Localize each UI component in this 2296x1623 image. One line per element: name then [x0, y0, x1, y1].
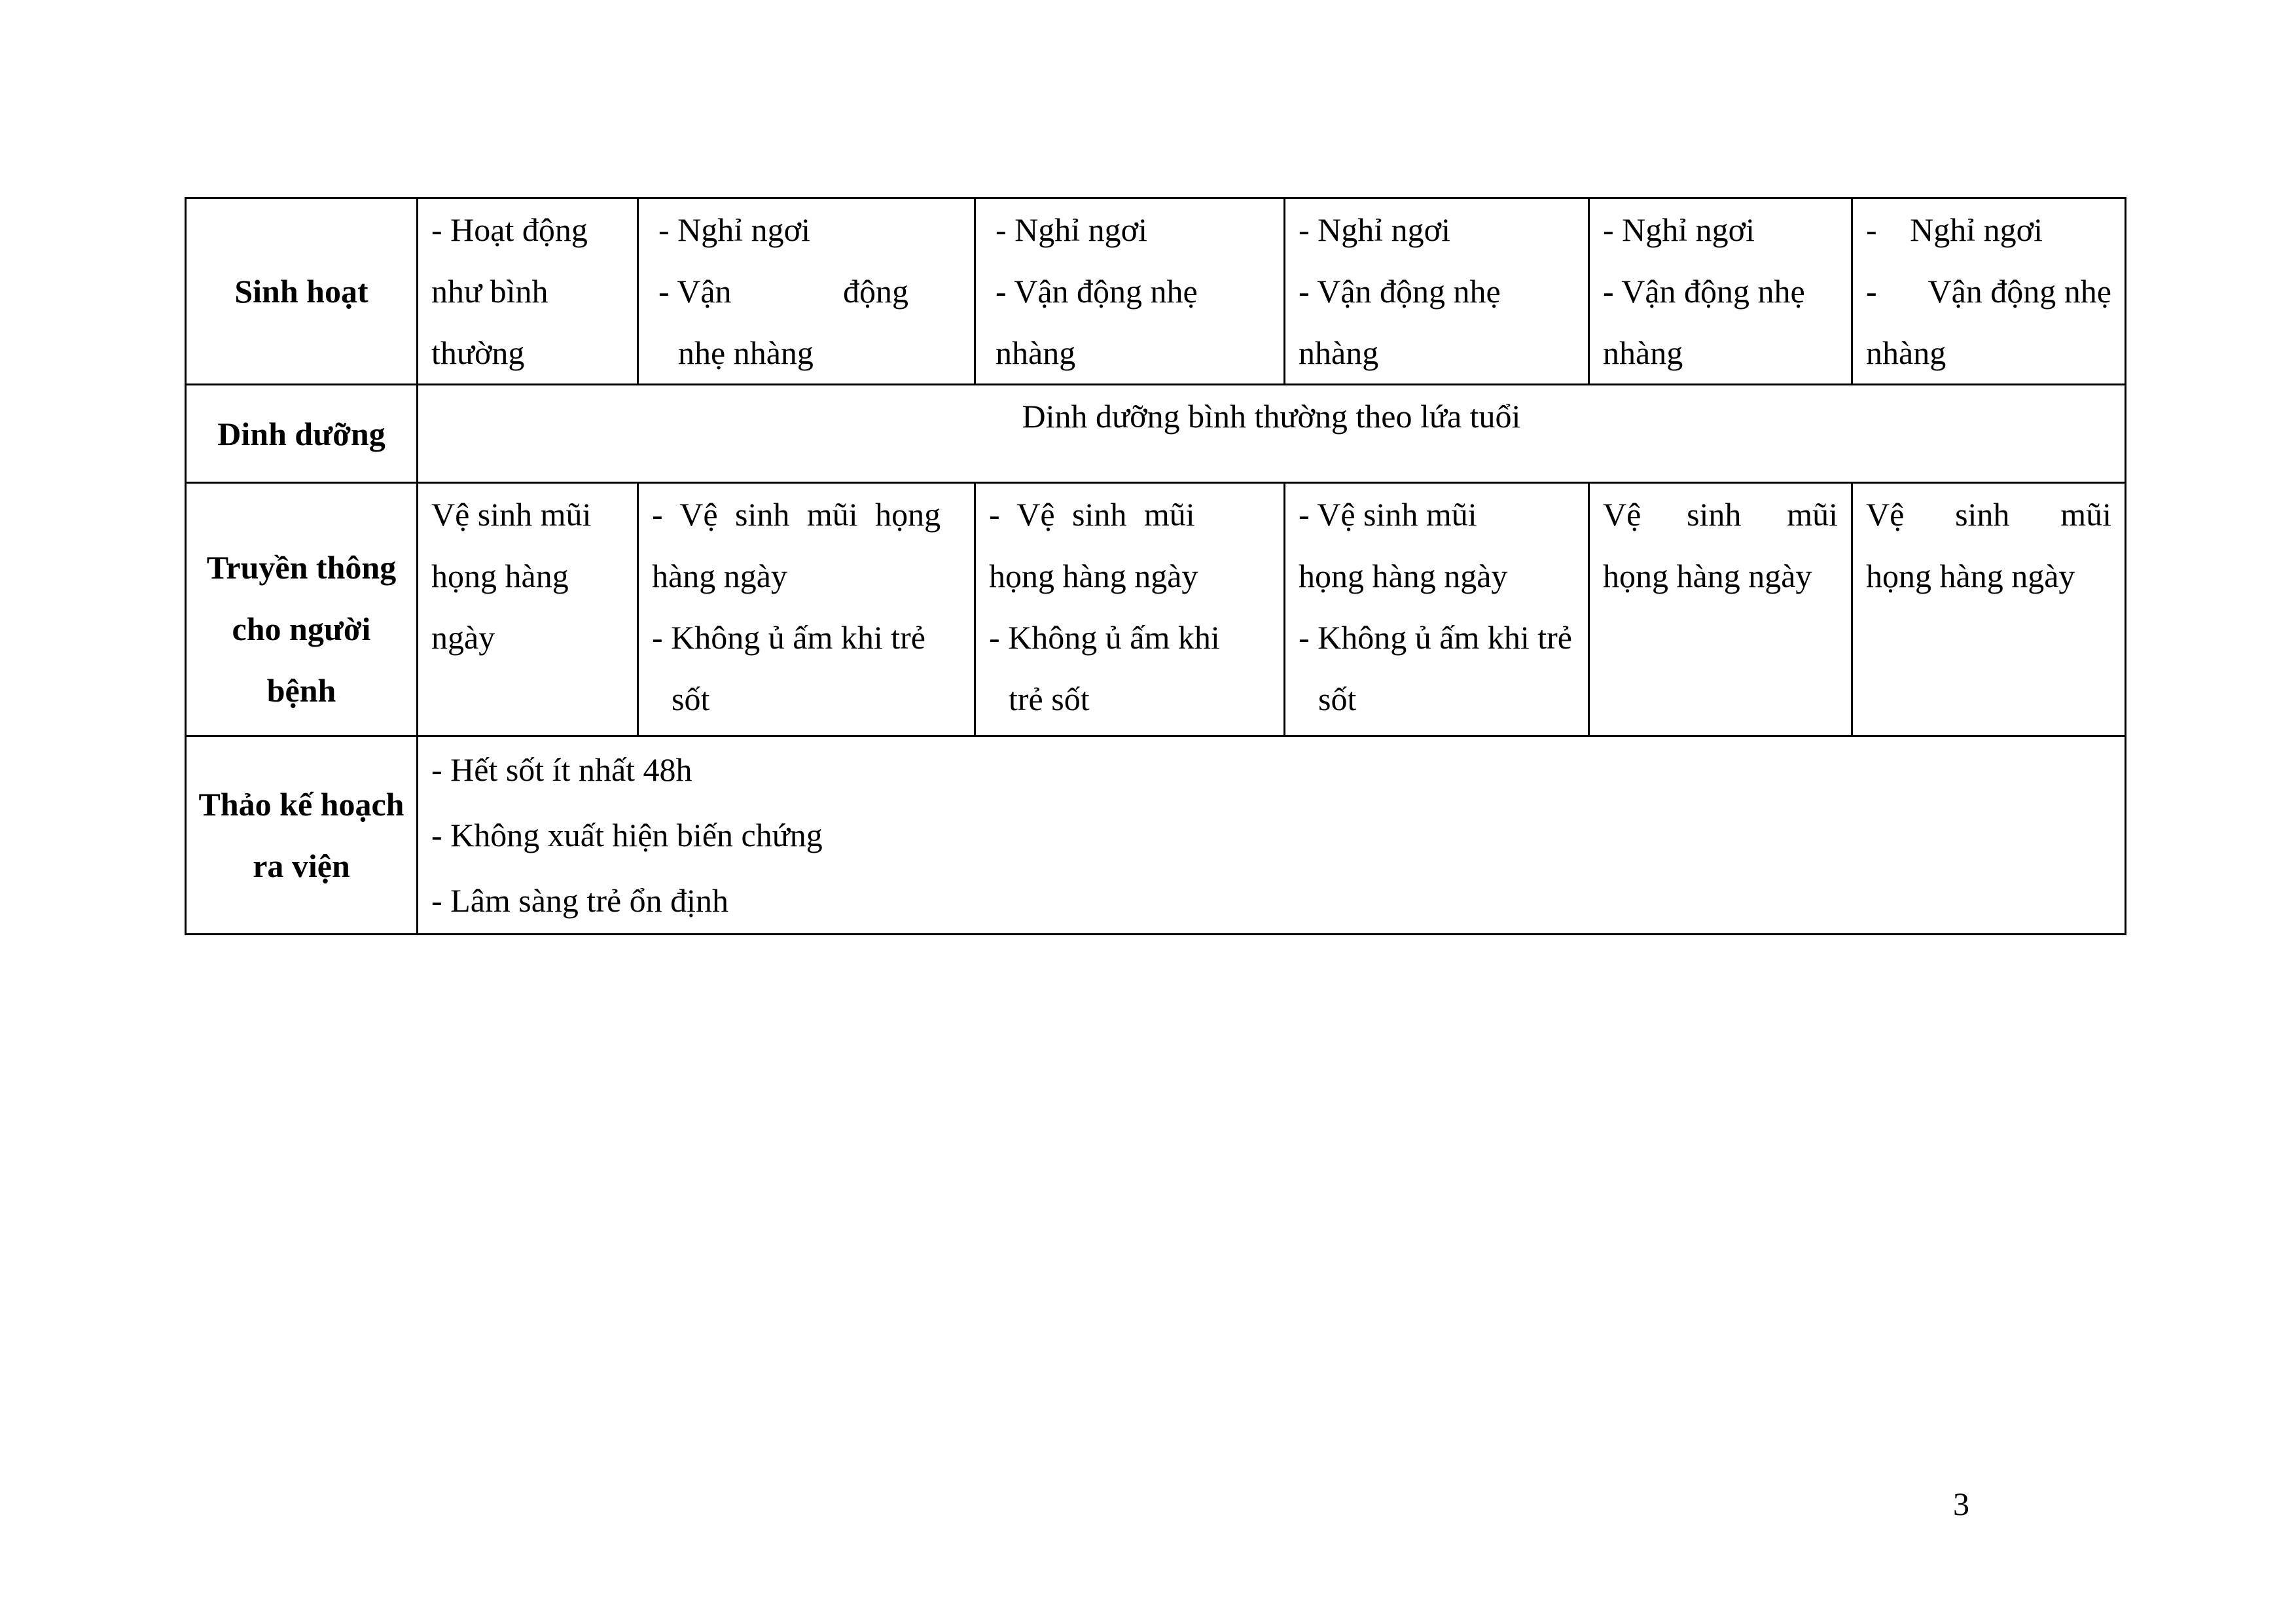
cell-text: - Vận động nhẹ — [1299, 273, 1501, 310]
cell-text: - Vệ sinh mũi họng — [652, 496, 941, 533]
table-cell — [1285, 483, 1589, 736]
cell-word: Vận động nhẹ — [1928, 273, 2111, 310]
cell-text-line — [1866, 199, 2111, 260]
cell-text: - Nghỉ ngơi — [1603, 211, 1755, 248]
cell-text: thường — [431, 334, 525, 371]
row-header-text: ra viện — [253, 847, 350, 884]
merged-text: Dinh dưỡng bình thường theo lứa tuổi — [1022, 398, 1521, 435]
cell-text: - Nghỉ ngơi — [996, 211, 1147, 248]
cell-text: - Vệ sinh mũi — [989, 496, 1195, 533]
cell-text: - Vận động nhẹ — [1603, 273, 1805, 310]
cell-word: Vệ — [1866, 496, 1905, 533]
table-row-truyen-thong — [186, 483, 2126, 736]
page-number: 3 — [1953, 1486, 1969, 1522]
row-header-text: Truyền thông — [206, 549, 397, 586]
cell-text: - Không ủ ấm khi — [989, 619, 1220, 656]
cell-word: mũi — [2060, 496, 2111, 533]
cell-text: - Nghỉ ngơi — [1299, 211, 1450, 248]
table-cell — [975, 483, 1285, 736]
merged-line: - Hết sốt ít nhất 48h — [431, 751, 692, 788]
table-cell — [975, 198, 1285, 385]
cell-text: nhàng — [996, 334, 1076, 371]
cell-text-justified — [1603, 484, 1838, 545]
cell-text: họng hàng ngày — [1603, 558, 1812, 594]
table-cell — [1852, 483, 2126, 736]
merged-cell — [418, 736, 2126, 935]
cell-text: nhàng — [1299, 334, 1379, 371]
cell-text: họng hàng — [431, 558, 569, 594]
cell-text: - Vận động nhẹ — [996, 273, 1198, 310]
cell-text: trẻ sốt — [1009, 681, 1090, 717]
table-row-ke-hoach-ra-vien — [186, 736, 2126, 935]
cell-text: - Không ủ ấm khi trẻ — [1299, 619, 1572, 656]
cell-word: sinh — [1687, 496, 1742, 533]
cell-word: - — [1866, 273, 1877, 310]
table-cell — [1852, 198, 2126, 385]
row-header-text: Thảo kế hoạch — [198, 786, 404, 823]
cell-text: sốt — [672, 681, 710, 717]
cell-word: - Vận — [658, 273, 732, 310]
merged-cell — [418, 385, 2126, 483]
cell-text-justified — [1866, 260, 2111, 322]
row-header-dinh-duong — [186, 385, 418, 483]
cell-text: nhẹ nhàng — [678, 334, 814, 371]
cell-text: - Vệ sinh mũi — [1299, 496, 1477, 533]
cell-text-justified — [1866, 484, 2111, 545]
cell-text: sốt — [1318, 681, 1357, 717]
cell-text: nhàng — [1866, 334, 1946, 371]
cell-text: họng hàng ngày — [1866, 558, 2075, 594]
row-header-text: cho người — [232, 611, 371, 647]
cell-text: họng hàng ngày — [989, 558, 1198, 594]
row-header-text: bệnh — [266, 672, 336, 709]
care-plan-table — [185, 197, 2126, 935]
cell-text: Vệ sinh mũi — [431, 496, 592, 533]
cell-text-justified — [658, 260, 908, 322]
cell-text: họng hàng ngày — [1299, 558, 1508, 594]
row-header-truyen-thong — [186, 483, 418, 736]
table-cell — [638, 198, 975, 385]
table-cell — [1589, 483, 1852, 736]
table-row-sinh-hoat — [186, 198, 2126, 385]
table-cell — [418, 483, 638, 736]
cell-text: - Hoạt động — [431, 211, 588, 248]
table-row-dinh-duong — [186, 385, 2126, 483]
row-header-sinh-hoat — [186, 198, 418, 385]
cell-text: nhàng — [1603, 334, 1683, 371]
table-cell — [638, 483, 975, 736]
cell-word: mũi — [1787, 496, 1838, 533]
cell-word: - — [1866, 211, 1877, 248]
merged-line: - Không xuất hiện biến chứng — [431, 817, 823, 853]
cell-text: ngày — [431, 619, 495, 656]
merged-line: - Lâm sàng trẻ ổn định — [431, 882, 729, 919]
cell-text: hàng ngày — [652, 558, 787, 594]
cell-word: Nghỉ ngơi — [1910, 211, 2043, 248]
table-cell — [1285, 198, 1589, 385]
row-header-ke-hoach-ra-vien — [186, 736, 418, 935]
cell-word: Vệ — [1603, 496, 1641, 533]
cell-text: - Nghỉ ngơi — [658, 211, 810, 248]
cell-text: - Không ủ ấm khi trẻ — [652, 619, 925, 656]
row-header-text: Dinh dưỡng — [217, 415, 386, 452]
cell-word: động — [843, 273, 908, 310]
table-cell — [1589, 198, 1852, 385]
cell-word: sinh — [1955, 496, 2010, 533]
table-cell — [418, 198, 638, 385]
cell-text: như bình — [431, 273, 548, 310]
row-header-text: Sinh hoạt — [234, 273, 368, 310]
